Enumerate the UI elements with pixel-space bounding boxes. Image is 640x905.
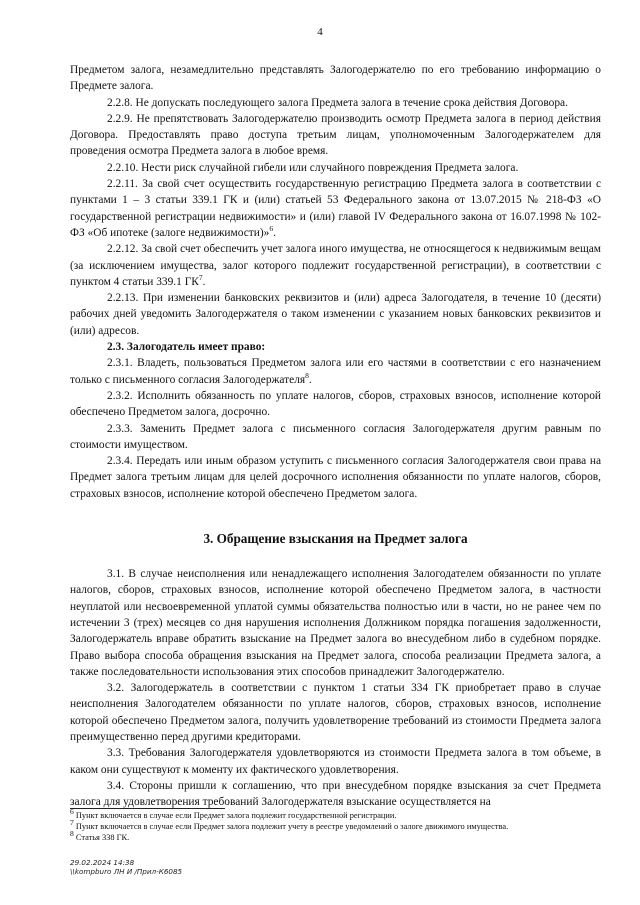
- document-body: [70, 62, 601, 810]
- paragraph: 3.2. Залогодержатель в соответствии с пунктом 1 статьи 334 ГК приобретает право в случае неисполнения Залогодателем обязанности по уплате налогов, сборов, страховых взносов, исполнение которой обеспечено Предметом залога, получить удовлетворение требований из стоимости Предмета залога преимущественно перед другими кредиторами.: [70, 682, 601, 743]
- paragraph: 2.2.8. Не допускать последующего залога Предмета залога в течение срока действия Договора.: [107, 96, 568, 109]
- paragraph: 2.2.12. За свой счет обеспечить учет залога иного имущества, не относящегося к недвижимым вещам (за исключением имущества, залог которого подлежит государственной регистрации), в соответствии с пунктом 4 статьи 339.1 $ГК^7$.: [70, 243, 601, 288]
- footnote-ref: 7: [198, 273, 203, 283]
- paragraph: 2.3.3. Заменить Предмет залога с письменного согласия Залогодержателя другим равным по стоимости имуществом.: [70, 422, 601, 451]
- paragraph: 2.2.9. Не препятствовать Залогодержателю производить осмотр Предмета залога в период действия Договора. Предоставлять право доступа третьим лицам, уполномоченным Залогодержателем для проведения осмотра Предмета залога в любое время.: [70, 112, 601, 158]
- page-number: 4: [317, 26, 323, 38]
- stamp-date: 29.02.2024 14:38: [70, 858, 135, 867]
- paragraph: 2.2.11. За свой счет осуществить государственную регистрацию Предмета залога в соответствии с пунктами 1 – 3 статьи 339.1 ГК и (или) статьей 53 Федерального закона от 13.07.2015 № 218-ФЗ «О государственной регистрации недвижимости» и (или) главой IV Федерального закона от 16.07.1998 № 102-ФЗ «Об ипотеке (залоге недвижимости)»$^6$.: [70, 178, 601, 239]
- footnotes: [70, 807, 601, 844]
- section-heading: 3. Обращение взыскания на Предмет залога: [203, 531, 468, 547]
- paragraph: Предметом залога, незамедлительно представлять Залогодержателю по его требованию информацию о Предмете залога.: [70, 64, 601, 93]
- paragraph: 2.2.13. При изменении банковских реквизитов и (или) адреса Залогодателя, в течение 10 (десяти) рабочих дней уведомить Залогодержателя о таком изменении с указанием новых банковских реквизитов и (или) адресов.: [70, 292, 601, 337]
- paragraph: 3.1. В случае неисполнения или ненадлежащего исполнения Залогодателем обязанности по уплате налогов, сборов, страховых взносов, исполнение которой обеспечено Предметом залога, в частности неуплатой или несвоевременной уплатой суммы обязательства полностью или в части, но не ранее чем по истечении 3 (трех) месяцев со дня нарушения исполнения Должником порядка погашения задолженности, Залогодержатель вправе обратить взыскание на Предмет залога во внесудебном либо в судебном порядке. Право выбора способа обращения взыскания на Предмет залога, способа реализации Предмета залога, а также последовательности использования этих способов принадлежит Залогодержателю.: [70, 568, 601, 678]
- paragraph: 2.2.10. Нести риск случайной гибели или случайного повреждения Предмета залога.: [107, 161, 519, 174]
- paragraph: 2.3.4. Передать или иным образом уступить с письменного согласия Залогодержателя свои права на Предмет залога третьим лицам для целей досрочного исполнения обязанности по уплате налогов, сборов, страховых взносов, исполнение которой обеспечено Предметом залога.: [70, 455, 601, 500]
- footnote-ref: 6: [269, 224, 274, 234]
- footnote-divider: [70, 808, 225, 809]
- print-stamp: [70, 858, 182, 876]
- paragraph: 2.3.2. Исполнить обязанность по уплате налогов, сборов, страховых взносов, исполнение которой обеспечено Предметом залога, досрочно.: [70, 389, 601, 419]
- paragraph: 3.4. Стороны пришли к соглашению, что при внесудебном порядке взыскания за счет Предмета залога для удовлетворения требований Залогодержателя взыскание осуществляется на: [70, 779, 601, 809]
- footnote: $^7$ Пункт включается в случае если Предмет залога подлежит учету в реестре уведомлений о залоге движимого имущества.: [70, 818, 509, 832]
- subsection-heading: 2.3. Залогодатель имеет право:: [107, 341, 266, 354]
- stamp-path: \\kompburo ЛН И /Прил-К6085: [70, 867, 183, 876]
- footnote: $^8$ Статья 338 ГК.: [70, 829, 130, 843]
- footnote-ref: 8: [305, 370, 309, 380]
- footnote: $^6$ Пункт включается в случае если Предмет залога подлежит государственной регистрации.: [70, 807, 397, 820]
- paragraph: 3.3. Требования Залогодержателя удовлетворяются из стоимости Предмета залога в том объеме, в каком они существуют к моменту их фактического удовлетворения.: [70, 747, 601, 776]
- paragraph: 2.3.1. Владеть, пользоваться Предметом залога или его частями в соответствии с его назначением только с письменного согласия Залогодержателя$^8$.: [70, 357, 601, 386]
